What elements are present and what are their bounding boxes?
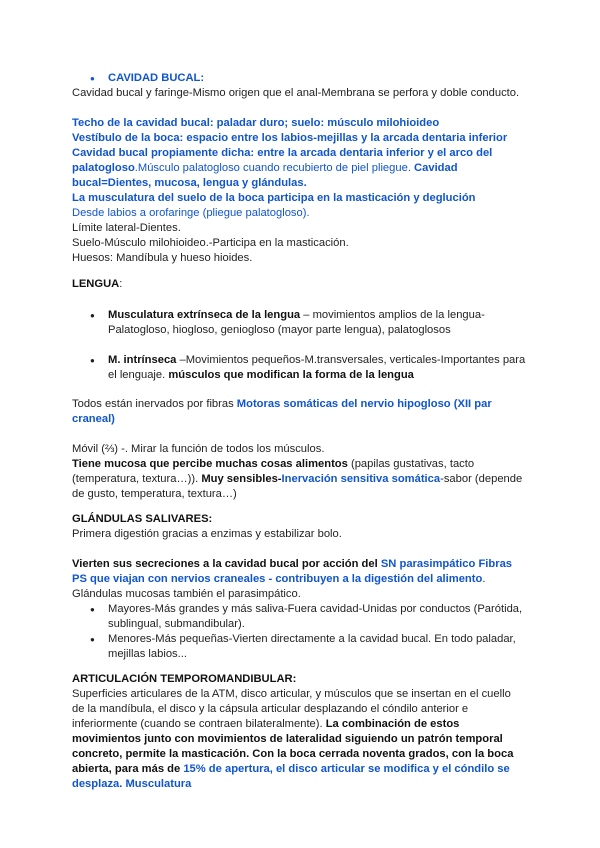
inervados-para [72, 397, 526, 427]
cavidad-line1: Cavidad bucal y faringe-Mismo origen que el anal-Membrana se perfora y doble conducto. [72, 87, 520, 99]
lengua-bullet-intrinseca [72, 353, 526, 383]
atm-text: Superficies articulares de la ATM, disco articular, y músculos que se insertan en el cuello de la mandíbula, el disco y la cápsula articular desplazando el cóndilo anterior e inferiormente (cuando se contraen bilateralmente). [72, 688, 511, 730]
mucosa-para [72, 457, 526, 502]
lengua-section [72, 277, 526, 502]
extrinseca-bold: Musculatura extrínseca de la lengua [108, 309, 301, 321]
atm-blue: 15% de apertura, el disco articular se modifica y el cóndilo se desplaza. Musculatura [72, 763, 510, 790]
intrinseca-bold: M. intrínseca [108, 354, 177, 366]
glandulas-line1: Primera digestión gracias a enzimas y estabilizar bolo. [72, 528, 342, 540]
desde-line: Desde labios a orofaringe (pliegue palatogloso). [72, 207, 310, 219]
formula-text: Cavidad bucal=Dientes, mucosa, lengua y glándulas. [72, 162, 458, 189]
sensibles-bold: Muy sensibles- [201, 473, 282, 485]
lengua-heading-text: LENGUA [72, 278, 120, 290]
sensibles-blue: Inervación sensitiva somática [281, 473, 441, 485]
atm-heading: ARTICULACIÓN TEMPOROMANDIBULAR: [72, 673, 297, 685]
cavidad-heading: ● CAVIDAD BUCAL: [72, 71, 526, 86]
propiamente-bold: Cavidad bucal propiamente dicha: entre la arcada dentaria inferior y el arco del palatogloso [72, 147, 493, 174]
inervados-text: Todos están inervados por fibras [72, 398, 237, 410]
lengua-bullet-extrinseca [72, 308, 526, 338]
suelo-line: Suelo-Músculo milohioideo.-Participa en la masticación. [72, 237, 349, 249]
atm-bold: La combinación de estos movimientos junto con movimientos de lateralidad siguiendo un patrón temporal concreto, permite la masticación. Con la boca cerrada noventa grados, con la boca abierta, para más de [72, 718, 514, 775]
techo-line: Techo de la cavidad bucal: paladar duro; suelo: músculo milohioideo [72, 117, 440, 129]
vierten-para [72, 557, 526, 602]
glandulas-bullet-mayores: ● Mayores-Más grandes y más saliva-Fuera cavidad-Unidas por conductos (Parótida, sublingual, submandibular). [72, 602, 526, 632]
vierten-blue: SN parasimpático Fibras PS que viajan con nervios craneales - contribuyen a la digestión del alimento [72, 558, 513, 585]
intrinseca-text: –Movimientos pequeños-M.transversales, verticales-Importantes para el lenguaje. [108, 354, 526, 381]
vierten-bold: Vierten sus secreciones a la cavidad bucal por acción del [72, 558, 381, 570]
limite-line: Límite lateral-Dientes. [72, 222, 181, 234]
glandulas-section [72, 512, 526, 662]
lengua-heading [72, 277, 526, 292]
atm-section [72, 672, 526, 792]
atm-para [72, 687, 526, 792]
sensibles-tail: -sabor (depende de gusto, temperatura, textura…) [72, 473, 523, 500]
propiamente-tail: .Músculo palatogloso cuando recubierto de piel pliegue. [134, 162, 411, 174]
cavidad-section [72, 71, 526, 266]
glandulas-bullet-menores: ● Menores-Más pequeñas-Vierten directamente a la cavidad bucal. En todo paladar, mejillas labios... [72, 632, 526, 662]
vierten-tail: . Glándulas mucosas también el parasimpático. [72, 573, 486, 600]
glandulas-heading: GLÁNDULAS SALIVARES: [72, 513, 213, 525]
intrinseca-tail: músculos que modifican la forma de la lengua [168, 369, 414, 381]
movil-line: Móvil (⅔) -. Mirar la función de todos los músculos. [72, 443, 325, 455]
inervados-blue: Motoras somáticas del nervio hipogloso (XII par craneal) [72, 398, 492, 425]
extrinseca-text: – movimientos amplios de la lengua-Palatogloso, hiogloso, geniogloso (mayor parte lengua), palatoglosos [108, 309, 485, 336]
propiamente-para [72, 146, 526, 191]
mucosa-bold: Tiene mucosa que percibe muchas cosas alimentos [72, 458, 348, 470]
lengua-heading-colon: : [119, 278, 123, 290]
musculatura-line: La musculatura del suelo de la boca participa en la masticación y deglución [72, 192, 476, 204]
vestibulo-line: Vestíbulo de la boca: espacio entre los labios-mejillas y la arcada dentaria inferior [72, 132, 508, 144]
huesos-line: Huesos: Mandíbula y hueso hioides. [72, 252, 253, 264]
mucosa-text: (papilas gustativas, tacto (temperatura, textura…)). [72, 458, 475, 485]
